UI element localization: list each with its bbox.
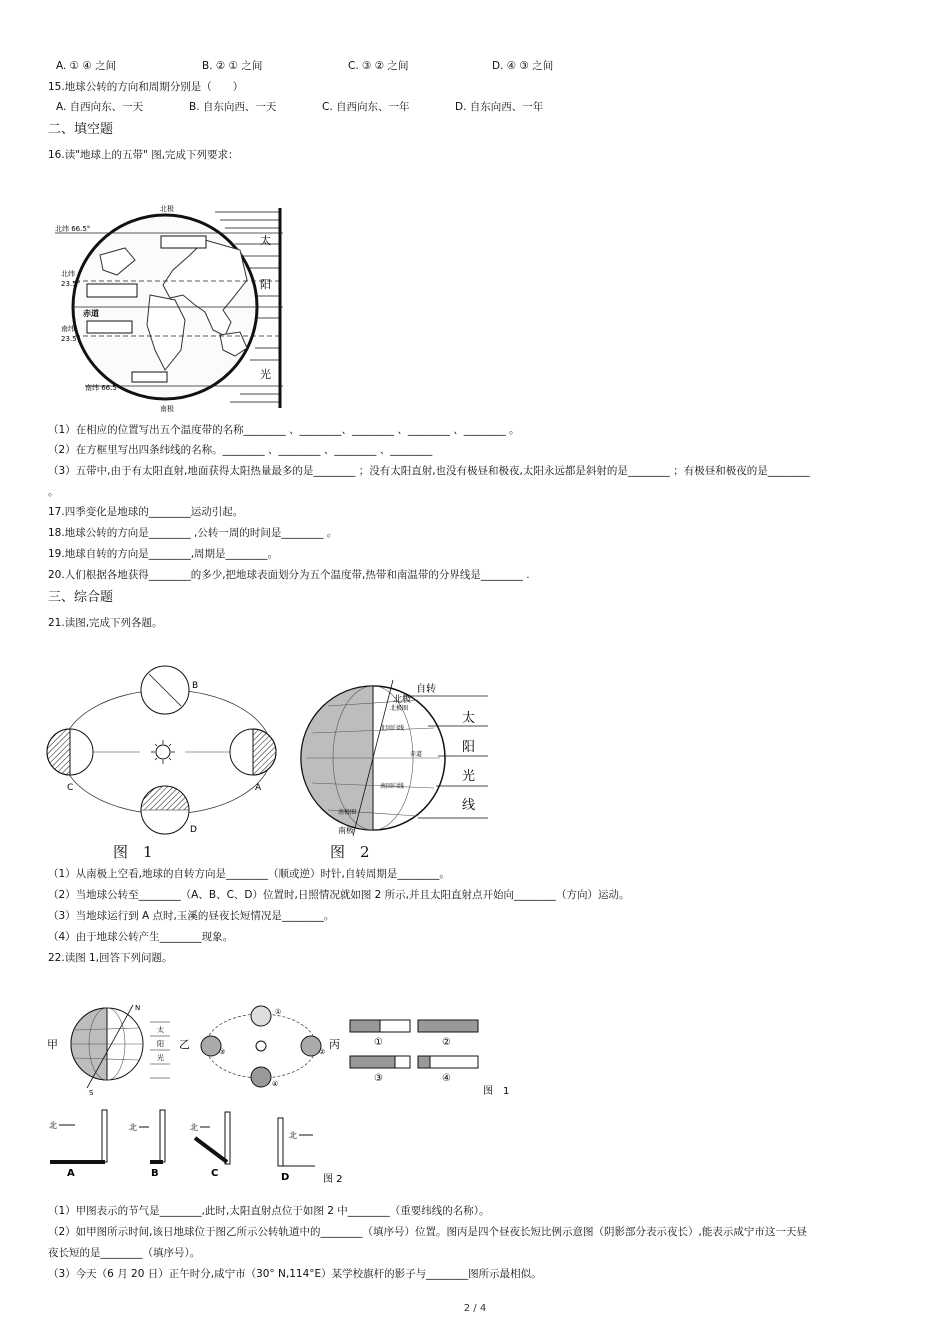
q14-option-c: C. ③ ② 之间 — [348, 60, 409, 72]
q22-sub3: （3）今天（6 月 20 日）正午时分,咸宁市（30° N,114°E）某学校旗杆的影子与________图所示最相似。 — [48, 1268, 542, 1280]
q16-stem: 16.读"地球上的五带" 图,完成下列要求： — [48, 149, 239, 161]
q22-orbit-3: ③ — [219, 1048, 226, 1056]
q22-orbit-2: ② — [319, 1048, 326, 1056]
label-north-23-a: 北纬 — [61, 270, 75, 278]
fig2-equator: 赤道 — [410, 751, 423, 758]
q19: 19.地球自转的方向是________,周期是________。 — [48, 548, 279, 560]
q22-label-n: N — [135, 1004, 141, 1012]
q22-shadow-c: C — [211, 1168, 219, 1179]
q21-stem: 21.读图,完成下列各题。 — [48, 617, 163, 629]
q22-north-a: 北 — [49, 1121, 57, 1130]
fig2-sun-2: 阳 — [462, 740, 476, 755]
fig1-label-b: B — [192, 681, 199, 691]
page-number: 2 / 4 — [463, 1303, 487, 1314]
q18: 18.地球公转的方向是________ ,公转一周的时间是________ 。 — [48, 527, 338, 539]
q21-sub1: （1）从南极上空看,地球的自转方向是________（顺或逆）时针,自转周期是________。 — [48, 868, 450, 880]
label-north-23-b: 23.5° — [61, 280, 81, 288]
q21-caption-2: 图 2 — [330, 843, 370, 861]
q22-sun-2: 阳 — [157, 1040, 164, 1048]
q22-north-c: 北 — [190, 1123, 198, 1132]
section-comprehensive: 三、综合题 — [48, 590, 114, 605]
q22-shadow-d: D — [281, 1172, 290, 1183]
fig2-tropic-s: 南回归线 — [380, 783, 405, 790]
q22-figures — [45, 1000, 525, 1190]
q22-sub2-line2: 夜长短的是________（填序号）。 — [48, 1247, 201, 1259]
label-south-pole: 南极 — [160, 405, 174, 413]
section-fill-blank: 二、填空题 — [48, 122, 114, 137]
q22-sun-3: 光 — [157, 1054, 164, 1062]
label-sun-3: 光 — [260, 368, 271, 381]
label-sun-2: 阳 — [260, 278, 271, 291]
fig2-sun-4: 线 — [462, 798, 476, 813]
q16-sub3-tail: 。 — [48, 486, 59, 498]
label-south-23-b: 23.5° — [61, 335, 81, 343]
label-arctic-circle: 北纬 66.5° — [55, 225, 91, 233]
q14-option-a: A. ① ④ 之间 — [56, 60, 117, 72]
q15-stem: 15.地球公转的方向和周期分别是（ ） — [48, 81, 244, 93]
five-zones-figure — [55, 200, 287, 415]
q21-caption-1: 图 1 — [113, 843, 153, 861]
fig2-north-pole: 北极 — [393, 695, 412, 705]
q22-label-yi: 乙 — [179, 1038, 190, 1051]
q15-option-b: B. 自东向西、一天 — [189, 101, 277, 113]
q22-orbit-4: ④ — [272, 1080, 279, 1088]
q22-bar-4: ④ — [442, 1073, 451, 1084]
q21-sub4: （4）由于地球公转产生________现象。 — [48, 931, 234, 943]
q22-sub1: （1）甲图表示的节气是________,此时,太阳直射点位于如图 2 中________（重要纬线的名称）。 — [48, 1205, 490, 1217]
q20: 20.人们根据各地获得________的多少,把地球表面划分为五个温度带,热带和南温带的分界线是________ . — [48, 569, 530, 581]
q21-sub3: （3）当地球运行到 A 点时,玉溪的昼夜长短情况是________。 — [48, 910, 335, 922]
fig1-label-a: A — [255, 783, 262, 793]
q22-label-s: S — [89, 1089, 94, 1097]
q16-sub3: （3）五带中,由于有太阳直射,地面获得太阳热量最多的是________ ；没有太阳直射,也没有极昼和极夜,太阳永远都是斜射的是________ ；有极昼和极夜的是________ — [48, 465, 810, 477]
fig2-sun-1: 太 — [462, 711, 476, 726]
q22-bar-1: ① — [374, 1037, 383, 1048]
q21-sub2: （2）当地球公转至________（A、B、C、D）位置时,日照情况就如图 2 所示,并且太阳直射点开始向________（方向）运动。 — [48, 889, 630, 901]
q22-shadow-b: B — [151, 1168, 159, 1179]
q15-option-c: C. 自西向东、一年 — [322, 101, 410, 113]
q17: 17.四季变化是地球的________运动引起。 — [48, 506, 244, 518]
q22-sub2-line1: （2）如甲图所示时间,该日地球位于图乙所示公转轨道中的________（填序号）位置。图丙是四个昼夜长短比例示意图（阴影部分表示夜长）,能表示咸宁市这一天昼 — [48, 1226, 807, 1238]
fig2-arctic: 北极圈 — [390, 705, 409, 712]
label-north-pole: 北极 — [160, 205, 174, 213]
q22-bar-2: ② — [442, 1037, 451, 1048]
q22-bar-3: ③ — [374, 1073, 383, 1084]
q14-option-b: B. ② ① 之间 — [202, 60, 263, 72]
q15-option-d: D. 自东向西、一年 — [455, 101, 544, 113]
label-antarctic-circle: 南纬 66.5° — [85, 384, 121, 392]
q22-label-bing: 丙 — [329, 1038, 340, 1051]
orbit-figure-1 — [45, 660, 285, 840]
q22-sun-1: 太 — [157, 1026, 164, 1034]
label-south-23-a: 南纬 — [61, 325, 75, 333]
q22-orbit-1: ① — [275, 1008, 282, 1016]
label-sun-1: 太 — [260, 234, 271, 247]
q22-north-d: 北 — [289, 1131, 297, 1140]
fig1-label-c: C — [67, 783, 74, 793]
fig2-tropic-n: 北回归线 — [380, 725, 405, 732]
fig1-label-d: D — [190, 825, 197, 835]
q22-north-b: 北 — [129, 1123, 137, 1132]
label-equator: 赤道 — [83, 309, 99, 318]
q22-label-jia: 甲 — [47, 1038, 58, 1051]
fig2-south-pole: 南极 — [338, 826, 354, 835]
q16-sub1: （1）在相应的位置写出五个温度带的名称________ 、________、________ 、________ 、________ 。 — [48, 424, 520, 436]
fig2-antarctic: 南极圈 — [338, 809, 357, 816]
earth-illumination-figure-2 — [298, 678, 493, 836]
q16-sub2: （2）在方框里写出四条纬线的名称。________ 、________ 、________ 、________ — [48, 444, 433, 456]
fig2-sun-3: 光 — [462, 769, 476, 784]
q22-shadow-a: A — [67, 1168, 75, 1179]
q22-fig2-caption: 图 2 — [323, 1174, 343, 1185]
q15-option-a: A. 自西向东、一天 — [56, 101, 144, 113]
fig2-rotation: 自转 — [416, 684, 436, 695]
q22-stem: 22.读图 1,回答下列问题。 — [48, 952, 173, 964]
q22-fig1-caption: 图 1 — [483, 1086, 510, 1097]
q14-option-d: D. ④ ③ 之间 — [492, 60, 554, 72]
